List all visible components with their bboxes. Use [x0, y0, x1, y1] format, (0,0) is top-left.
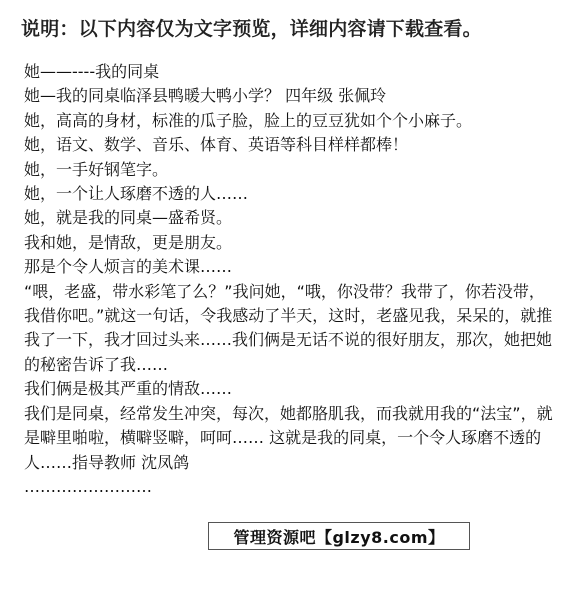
essay-paragraph: 她，就是我的同桌—盛希贤。	[24, 208, 233, 228]
essay-paragraph: 我和她，是情敌，更是朋友。	[24, 232, 233, 252]
essay-paragraph: “喂，老盛，带水彩笔了么？”我问她，“哦，你没带？我带了，你若没带，我借你吧。”就这一句话，令我感动了半天，这时，老盛见我，呆呆的，就推我了一下，我才回过头来……我们俩是无话不说的很好朋友，那次，她把她的秘密告诉了我……	[24, 281, 553, 374]
essay-ellipsis: ……………………	[24, 476, 152, 496]
essay-content	[24, 60, 554, 499]
essay-paragraph: 她，语文、数学、音乐、体育、英语等科目样样都棒！	[24, 135, 409, 155]
essay-byline: 她—我的同桌临泽县鸭暖大鸭小学？ 四年级 张佩玲	[24, 86, 387, 106]
essay-title: 她——----我的同桌	[24, 62, 160, 81]
essay-paragraph: 她，一个让人琢磨不透的人……	[24, 184, 249, 204]
essay-paragraph: 我们是同桌，经常发生冲突，每次，她都胳肌我，而我就用我的“法宝”，就是噼里啪啦，横噼竖噼，呵呵…… 这就是我的同桌，一个令人琢磨不透的人……指导教师 沈凤鸽	[24, 403, 553, 472]
essay-paragraph: 她，高高的身材，标准的瓜子脸，脸上的豆豆犹如个个小麻子。	[24, 110, 473, 130]
essay-paragraph: 我们俩是极其严重的情敌……	[24, 379, 233, 399]
essay-paragraph: 她，一手好钢笔字。	[24, 159, 169, 179]
watermark-banner: 管理资源吧【glzy8.com】	[208, 522, 470, 550]
essay-paragraph: 那是个令人烦言的美术课……	[24, 257, 233, 277]
preview-notice: 说明：以下内容仅为文字预览，详细内容请下载查看。	[21, 18, 482, 40]
